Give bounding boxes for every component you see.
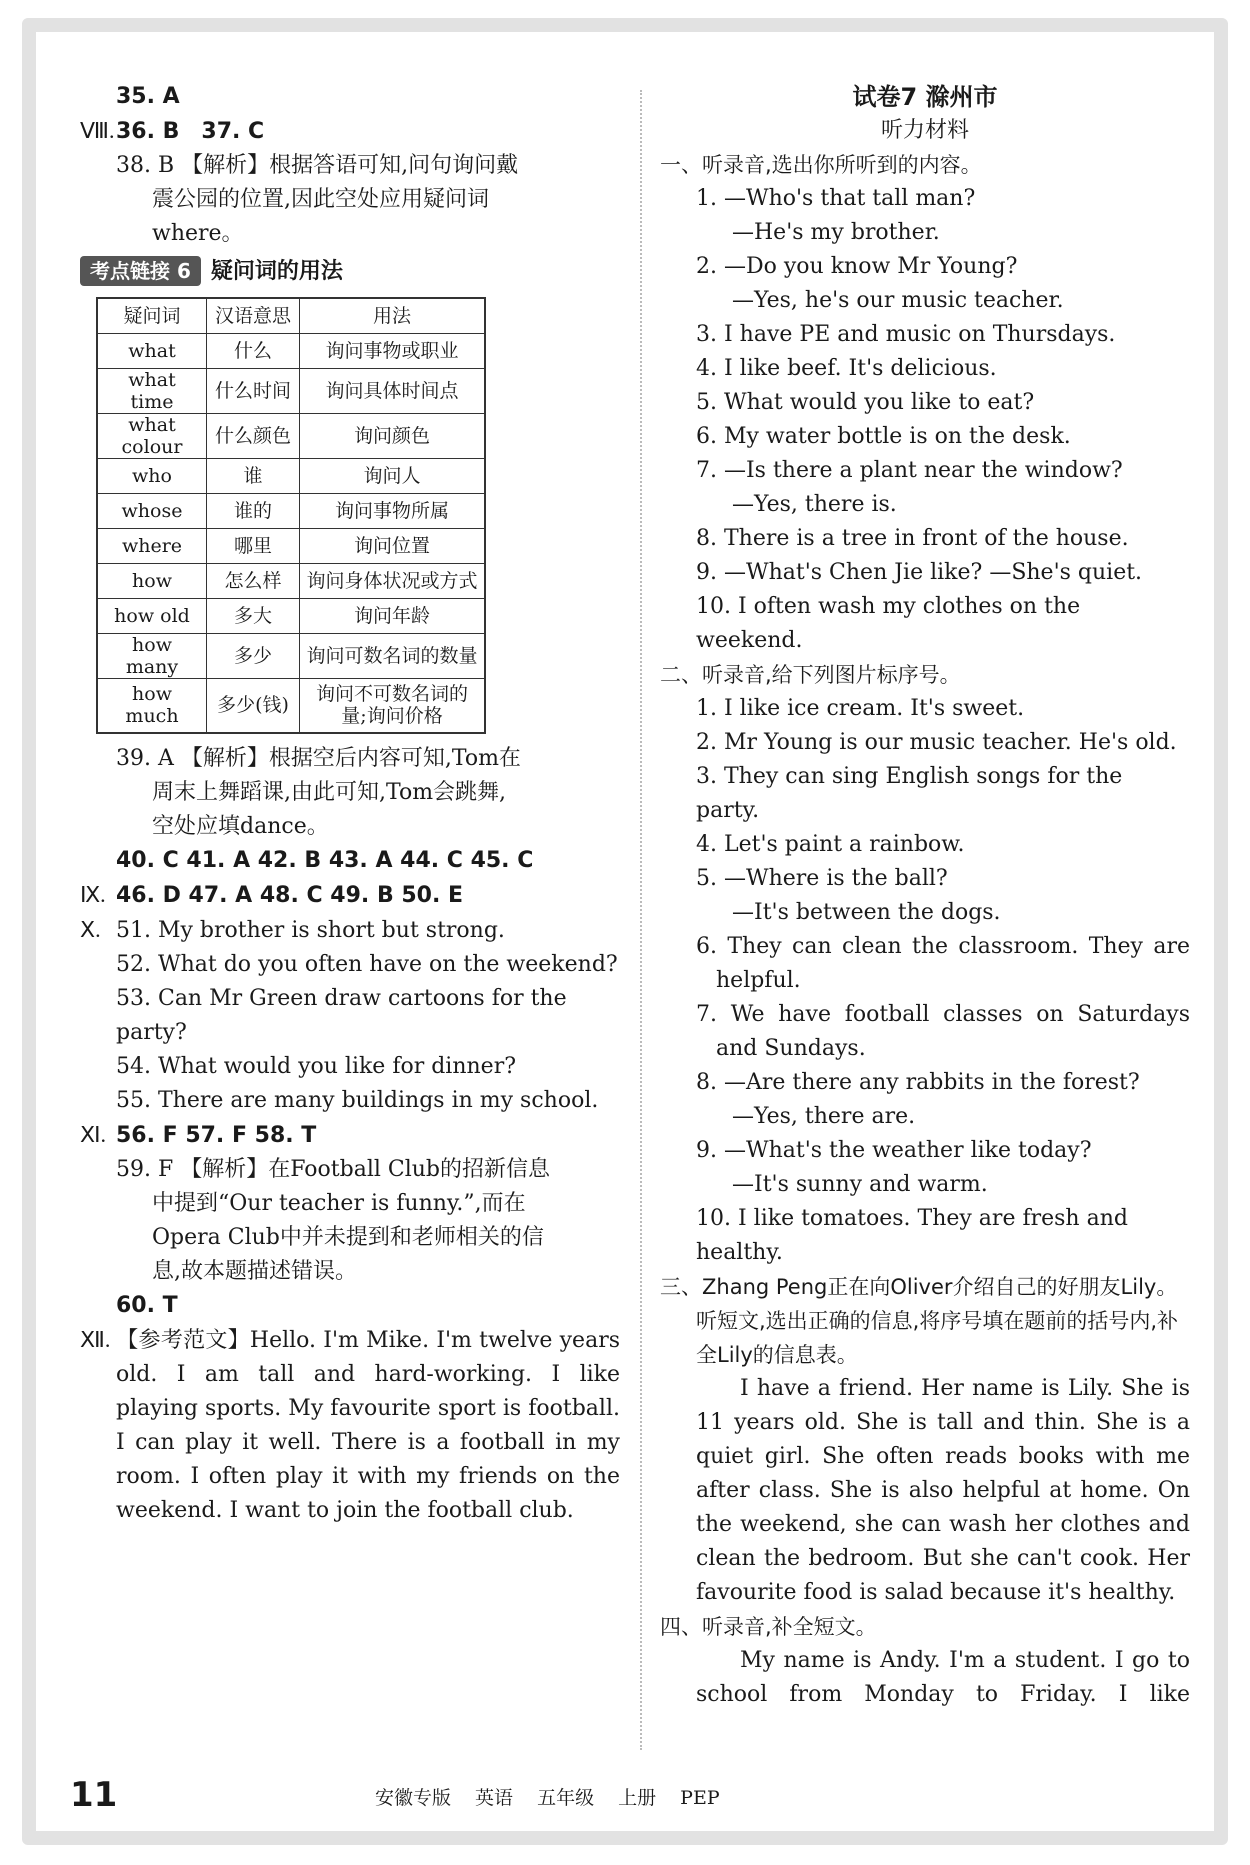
table-cell: how xyxy=(97,564,207,599)
list-item: 2. Mr Young is our music teacher. He's old. xyxy=(696,730,1177,755)
answer-39-cont2: 空处应填dance。 xyxy=(152,813,329,839)
table-row xyxy=(97,634,485,679)
answer-52: 52. What do you often have on the weekend? xyxy=(116,951,618,977)
answer-53: 53. Can Mr Green draw cartoons for the party? xyxy=(116,985,567,1045)
list-item: 1. —Who's that tall man? xyxy=(696,186,976,211)
paper-subtitle: 听力材料 xyxy=(880,118,969,143)
table-cell: 询问具体时间点 xyxy=(300,369,486,414)
table-cell: 哪里 xyxy=(207,529,300,564)
sample-essay: Ⅻ. 【参考范文】Hello. I'm Mike. I'm twelve years old. I am tall and hard-working. I like playing sports. My favourite sport is football. I can play it well. There is a football in my room. I often play it with my friends on the weekend. I want to join the football club. xyxy=(80,1323,620,1528)
list-item: 1. I like ice cream. It's sweet. xyxy=(696,696,1025,721)
section-8-number: Ⅷ. xyxy=(80,118,115,143)
table-cell: whose xyxy=(97,494,207,529)
answer-59-cont3: 息,故本题描述错误。 xyxy=(152,1258,357,1284)
left-column xyxy=(80,80,620,1528)
list-item: 10. I like tomatoes. They are fresh and healthy. xyxy=(696,1206,1128,1265)
table-header-row xyxy=(97,298,485,334)
answer-54: 54. What would you like for dinner? xyxy=(116,1053,517,1079)
section-2-title: 二、听录音,给下列图片标序号。 xyxy=(660,663,961,687)
list-item: 3. They can sing English songs for the party. xyxy=(696,764,1123,823)
list-item: —He's my brother. xyxy=(732,220,940,245)
list-item: 8. There is a tree in front of the house. xyxy=(696,526,1129,551)
paper-title: 试卷7 滁州市 xyxy=(852,83,998,111)
page-footer xyxy=(70,1775,1190,1815)
section-3-title: 三、Zhang Peng正在向Oliver介绍自己的好朋友Lily。听短文,选出正确的信息,将序号填在题前的括号内,补全Lily的信息表。 xyxy=(660,1275,1179,1367)
section-11-number: Ⅺ. xyxy=(80,1121,107,1147)
table-cell: what xyxy=(97,334,207,369)
answer-60: 60. T xyxy=(116,1292,178,1318)
answers-56-58: Ⅺ. 56. F 57. F 58. T xyxy=(80,1118,620,1153)
table-row xyxy=(97,334,485,369)
table-header-cell: 疑问词 xyxy=(97,298,207,334)
table-cell: 询问可数名词的数量 xyxy=(300,634,486,679)
section-1-title: 一、听录音,选出你所听到的内容。 xyxy=(660,153,982,177)
table-cell: 询问不可数名词的量;询问价格 xyxy=(300,679,486,733)
knowledge-link-title: 疑问词的用法 xyxy=(210,259,343,284)
section-9-number: Ⅸ. xyxy=(80,881,106,907)
answer-39-cont: 周末上舞蹈课,由此可知,Tom会跳舞, xyxy=(152,779,507,805)
table-cell: 谁的 xyxy=(207,494,300,529)
table-cell: 多大 xyxy=(207,599,300,634)
answer-38-cont2: where。 xyxy=(152,221,244,246)
table-cell: how many xyxy=(97,634,207,679)
section-10-number: Ⅹ. xyxy=(80,916,101,942)
answer-39: 39. A 【解析】根据空后内容可知,Tom在 xyxy=(116,745,521,771)
list-item: —It's between the dogs. xyxy=(732,900,1001,925)
table-cell: 询问年龄 xyxy=(300,599,486,634)
answer-36-37: Ⅷ.36. B 37. C xyxy=(80,114,620,149)
column-divider xyxy=(640,90,642,1750)
table-cell: who xyxy=(97,459,207,494)
table-cell: 什么 xyxy=(207,334,300,369)
answer-35: 35. A xyxy=(116,84,180,109)
table-row xyxy=(97,414,485,459)
list-item: 5. —Where is the ball? xyxy=(696,866,948,891)
list-item: 8. —Are there any rabbits in the forest? xyxy=(696,1070,1140,1095)
table-cell: 询问事物所属 xyxy=(300,494,486,529)
list-item: 4. I like beef. It's delicious. xyxy=(696,356,997,381)
list-item: 9. —What's Chen Jie like? —She's quiet. xyxy=(696,560,1143,585)
list-item: —Yes, he's our music teacher. xyxy=(732,288,1064,313)
knowledge-link-tag: 考点链接 6 xyxy=(80,256,201,286)
answer-55: 55. There are many buildings in my school. xyxy=(116,1087,599,1113)
list-item: —It's sunny and warm. xyxy=(732,1172,988,1197)
table-cell: 什么颜色 xyxy=(207,414,300,459)
table-cell: 多少(钱) xyxy=(207,679,300,733)
answer-59: 59. F 【解析】在Football Club的招新信息 xyxy=(116,1156,551,1182)
book-info: 安徽专版 英语 五年级 上册 PEP xyxy=(375,1787,720,1809)
question-word-table xyxy=(96,297,486,734)
table-row xyxy=(97,369,485,414)
right-column xyxy=(660,80,1190,1712)
table-cell: 询问事物或职业 xyxy=(300,334,486,369)
table-cell: 询问人 xyxy=(300,459,486,494)
list-item: 10. I often wash my clothes on the weekend. xyxy=(696,594,1081,653)
table-row xyxy=(97,599,485,634)
answer-59-cont2: Opera Club中并未提到和老师相关的信 xyxy=(152,1224,544,1250)
answers-40-45: 40. C 41. A 42. B 43. A 44. C 45. C xyxy=(116,847,534,873)
table-cell: what time xyxy=(97,369,207,414)
answer-51: Ⅹ. 51. My brother is short but strong. xyxy=(80,913,620,948)
table-row xyxy=(97,679,485,733)
table-row xyxy=(97,564,485,599)
table-cell: what colour xyxy=(97,414,207,459)
table-cell: 多少 xyxy=(207,634,300,679)
table-row xyxy=(97,494,485,529)
table-cell: where xyxy=(97,529,207,564)
list-item: 9. —What's the weather like today? xyxy=(696,1138,1092,1163)
page-number: 11 xyxy=(70,1775,118,1815)
table-header-cell: 汉语意思 xyxy=(207,298,300,334)
section-4-passage: My name is Andy. I'm a student. I go to school from Monday to Friday. I like xyxy=(696,1648,1190,1707)
table-cell: how old xyxy=(97,599,207,634)
section-4-title: 四、听录音,补全短文。 xyxy=(660,1615,877,1639)
knowledge-link xyxy=(80,255,620,289)
answer-38: 38. B 【解析】根据答语可知,问句询问戴 xyxy=(116,153,519,178)
table-header-cell: 用法 xyxy=(300,298,486,334)
list-item: 7. —Is there a plant near the window? xyxy=(696,458,1123,483)
section-12-number: Ⅻ. xyxy=(80,1326,111,1352)
list-item: 4. Let's paint a rainbow. xyxy=(696,832,965,857)
table-cell: 询问颜色 xyxy=(300,414,486,459)
list-item: 6. My water bottle is on the desk. xyxy=(696,424,1071,449)
table-cell: 谁 xyxy=(207,459,300,494)
table-row xyxy=(97,459,485,494)
table-cell: 什么时间 xyxy=(207,369,300,414)
list-item: —Yes, there is. xyxy=(732,492,897,517)
list-item: 5. What would you like to eat? xyxy=(696,390,1035,415)
list-item: 2. —Do you know Mr Young? xyxy=(696,254,1018,279)
table-cell: 询问身体状况或方式 xyxy=(300,564,486,599)
answer-59-cont: 中提到“Our teacher is funny.”,而在 xyxy=(152,1190,526,1216)
table-cell: 怎么样 xyxy=(207,564,300,599)
table-cell: 询问位置 xyxy=(300,529,486,564)
list-item: —Yes, there are. xyxy=(732,1104,916,1129)
section-3-passage: I have a friend. Her name is Lily. She is 11 years old. She is tall and thin. She is a quiet girl. She often reads books with me after class. She is also helpful at home. On the weekend, she can wash her clothes and clean the bedroom. But she can't cook. Her favourite food is salad because it's healthy. xyxy=(696,1376,1190,1605)
list-item: 7. We have football classes on Saturdays and Sundays. xyxy=(696,1002,1190,1061)
table-row xyxy=(97,529,485,564)
table-cell: how much xyxy=(97,679,207,733)
answer-38-cont: 震公园的位置,因此空处应用疑问词 xyxy=(152,187,489,212)
list-item: 6. They can clean the classroom. They are helpful. xyxy=(696,934,1190,993)
answers-46-50: Ⅸ. 46. D 47. A 48. C 49. B 50. E xyxy=(80,878,620,913)
list-item: 3. I have PE and music on Thursdays. xyxy=(696,322,1116,347)
